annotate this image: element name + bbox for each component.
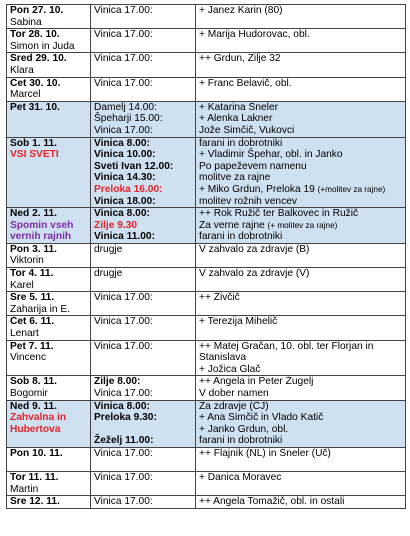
date-cell: Pon 27. 10. Sabina [7, 5, 91, 29]
intention-cell: + Katarina Šneler + Alenka Lakner Jože Simčič, Vukovci [196, 101, 406, 137]
table-row [7, 243, 406, 267]
mass-cell: Vinica 17.00: [91, 316, 196, 340]
date-cell: Pet 31. 10. [7, 101, 91, 137]
intention-cell: V zahvalo za zdravje (V) [196, 268, 406, 292]
date-cell: Pet 7. 11. Vincenc [7, 340, 91, 376]
table-row [7, 208, 406, 244]
intention-cell: ++ Rok Ružič ter Balkovec in Ružič Za verne rajne (+ molitev za rajne) farani in dobrotniki [196, 208, 406, 244]
table-row [7, 340, 406, 376]
date-cell: Ned 9. 11. Zahvalna in Hubertova [7, 400, 91, 447]
date-cell: Pon 10. 11. [7, 447, 91, 471]
intention-cell: ++ Matej Gračan, 10. obl. ter Florjan in Stanislava + Jožica Glač [196, 340, 406, 376]
table-row [7, 53, 406, 77]
feast-name: VSI SVETI [10, 149, 59, 161]
table-row [7, 5, 406, 29]
date-cell: Čet 6. 11. Lenart [7, 316, 91, 340]
mass-cell: Vinica 17.00: [91, 447, 196, 471]
table-row [7, 376, 406, 400]
mass-cell: Vinica 17.00: [91, 292, 196, 316]
mass-cell: Vinica 17.00: [91, 77, 196, 101]
intention-cell: V zahvalo za zdravje (B) [196, 243, 406, 267]
table-row [7, 77, 406, 101]
intention-cell: + Marija Hudorovac, obl. [196, 29, 406, 53]
intention-cell: + Terezija Mihelič [196, 316, 406, 340]
mass-cell: drugje [91, 243, 196, 267]
date-cell: Tor 11. 11. Martin [7, 472, 91, 496]
table-row [7, 447, 406, 471]
date-cell: Sre 12. 11. [7, 496, 91, 509]
intention-cell: + Franc Belavič, obl. [196, 77, 406, 101]
date-cell: Sob 1. 11. VSI SVETI [7, 137, 91, 208]
mass-cell: drugje [91, 268, 196, 292]
date-cell: Tor 4. 11. Karel [7, 268, 91, 292]
mass-cell: Vinica 8.00: Vinica 10.00: Sveti Ivan 12.00: Vinica 14.30: Preloka 16.00: Vinica 18.00: [91, 137, 196, 208]
feast-name: Zahvalna in [10, 412, 67, 424]
intention-cell: + Janez Karin (80) [196, 5, 406, 29]
mass-schedule-table [6, 4, 406, 509]
date-cell: Čet 30. 10. Marcel [7, 77, 91, 101]
mass-cell: Vinica 17.00: [91, 53, 196, 77]
intention-cell: ++ Angela Tomažič, obl. in ostali [196, 496, 406, 509]
feast-name: Spomin vseh [10, 219, 74, 231]
table-row [7, 400, 406, 447]
date-cell: Sre 5. 11. Zaharija in E. [7, 292, 91, 316]
mass-cell: Zilje 8.00: Vinica 17.00: [91, 376, 196, 400]
mass-cell: Vinica 17.00: [91, 5, 196, 29]
intention-cell: Za zdravje (ČJ) + Ana Simčič in Vlado Katič + Janko Grdun, obl. farani in dobrotniki [196, 400, 406, 447]
intention-cell: ++ Grdun, Zilje 32 [196, 53, 406, 77]
table-row [7, 496, 406, 509]
mass-cell: Vinica 8.00: Preloka 9.30: Žeželj 11.00: [91, 400, 196, 447]
intention-cell: + Danica Moravec [196, 472, 406, 496]
mass-cell: Vinica 17.00: [91, 496, 196, 509]
date-cell: Sob 8. 11. Bogomir [7, 376, 91, 400]
table-row [7, 268, 406, 292]
intention-cell: ++ Flajnik (NL) in Šneler (Uč) [196, 447, 406, 471]
table-row [7, 29, 406, 53]
intention-cell: ++ Angela in Peter Žugelj V dober namen [196, 376, 406, 400]
table-row [7, 292, 406, 316]
date-cell: Sred 29. 10. Klara [7, 53, 91, 77]
date-cell: Ned 2. 11. Spomin vseh vernih rajnih [7, 208, 91, 244]
mass-cell: Damelj 14.00: Špeharji 15.00: Vinica 17.00: [91, 101, 196, 137]
mass-cell: Vinica 8.00: Zilje 9.30 Vinica 11.00: [91, 208, 196, 244]
table-row [7, 137, 406, 208]
intention-cell: ++ Živčič [196, 292, 406, 316]
date-cell: Tor 28. 10. Simon in Juda [7, 29, 91, 53]
mass-cell: Vinica 17.00: [91, 29, 196, 53]
table-row [7, 472, 406, 496]
date-cell: Pon 3. 11. Viktorin [7, 243, 91, 267]
mass-cell: Vinica 17.00: [91, 472, 196, 496]
mass-cell: Vinica 17.00: [91, 340, 196, 376]
table-row [7, 101, 406, 137]
intention-cell: farani in dobrotniki + Vladimir Špehar, obl. in Janko Po papeževem namenu molitve za rajne + Miko Grdun, Preloka 19 (+molitev za rajne) molitev rožnih vencev [196, 137, 406, 208]
table-row [7, 316, 406, 340]
